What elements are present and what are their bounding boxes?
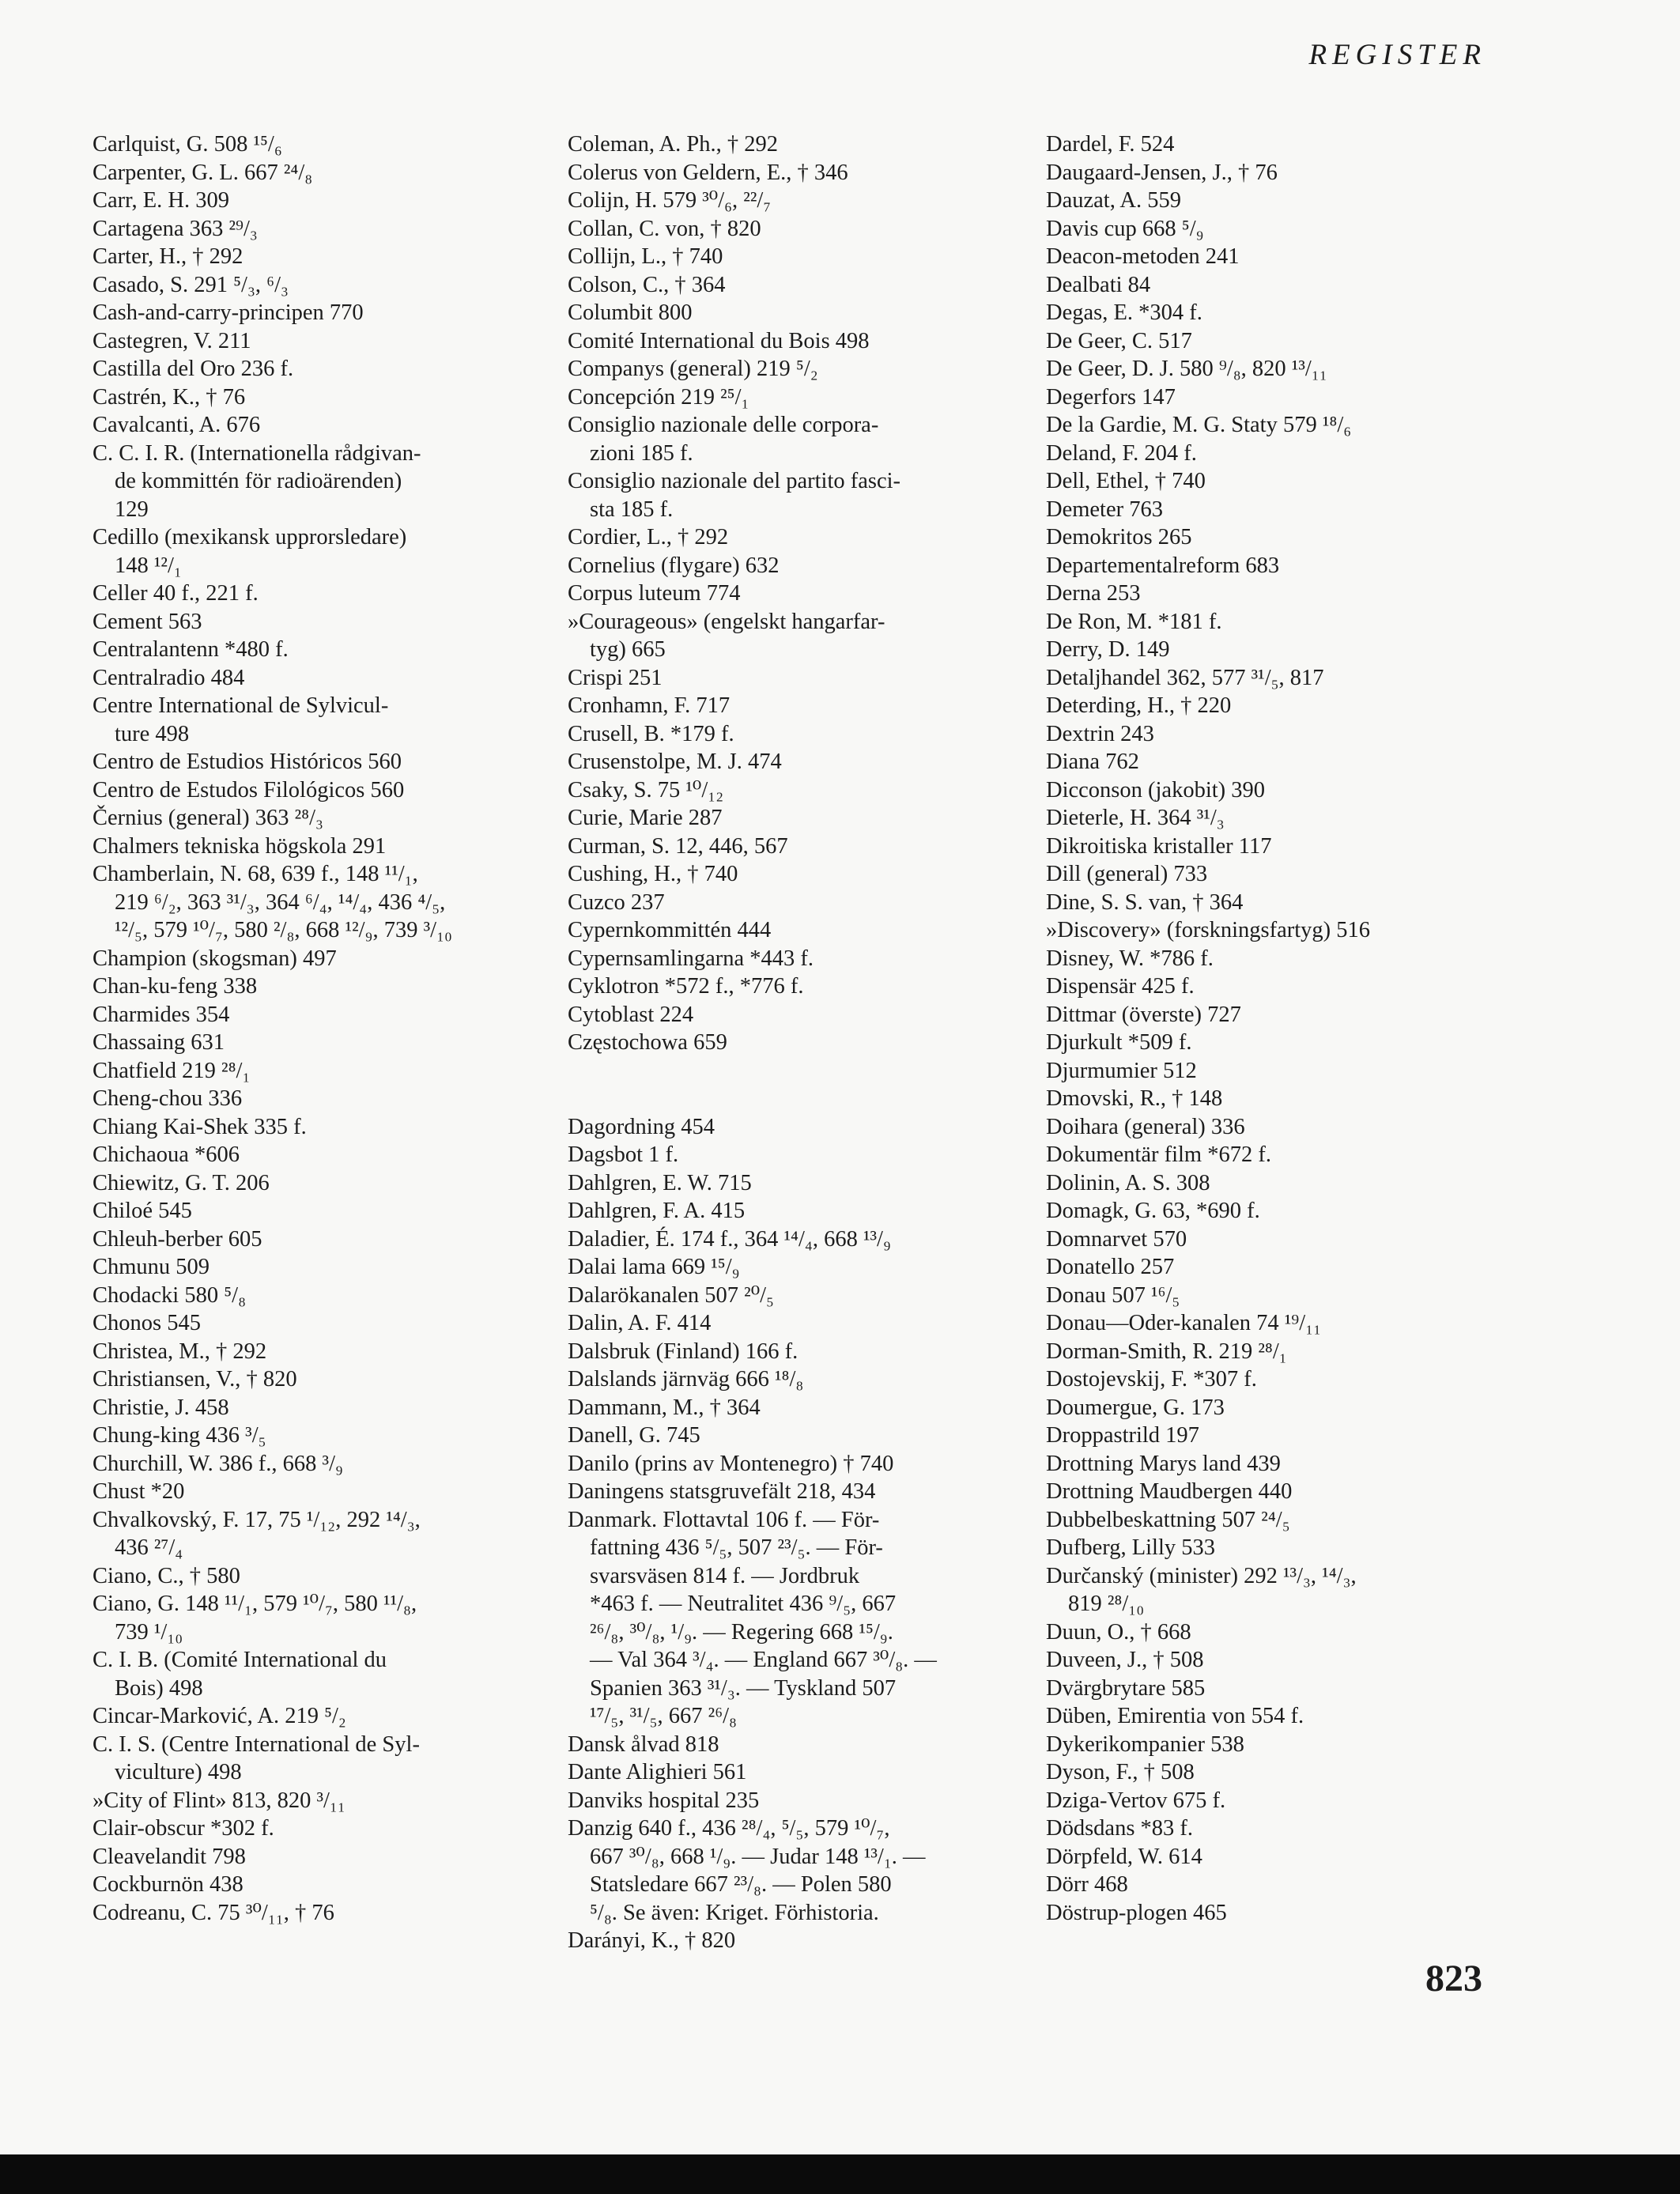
index-entry: Dmovski, R., † 148 [1046,1086,1223,1111]
index-entry: Casado, S. 291 ⁵/₃, ⁶/₃ [92,272,289,297]
index-entry: Dammann, M., † 364 [568,1395,761,1420]
index-entry: Champion (skogsman) 497 [92,946,337,971]
index-entry: Cockburnön 438 [92,1872,244,1897]
index-entry: Danzig 640 f., 436 ²⁸/₄, ⁵/₅, 579 ¹⁰/₇, 667 ³⁰/₈, 668 ¹/₉. — Judar 148 ¹³/₁. — Statsledare 667 ²³/₈. — Polen 580 ⁵/₈. Se även: Kriget. Förhistoria. [568,1816,926,1925]
index-entry: Curie, Marie 287 [568,806,723,830]
index-entry: Clair-obscur *302 f. [92,1816,274,1841]
index-entry: Dikroitiska kristaller 117 [1046,833,1272,859]
page-number: 823 [1425,1958,1482,2000]
index-entry: Charmides 354 [92,1002,230,1027]
index-entry: Dubbelbeskattning 507 ²⁴/₅ [1046,1507,1290,1532]
index-entry: Chonos 545 [92,1311,201,1335]
index-entry: Castrén, K., † 76 [92,384,246,410]
index-entry: Carter, H., † 292 [92,244,244,269]
index-entry: Centre International de Sylvicul- ture 498 [92,693,389,746]
index-entry: Coleman, A. Ph., † 292 [568,132,779,157]
index-entry: Cavalcanti, A. 676 [92,413,261,437]
index-entry: Cleavelandit 798 [92,1844,246,1869]
index-entry: Cement 563 [92,609,202,634]
index-entry: Corpus luteum 774 [568,581,741,606]
index-entry: Cedillo (mexikansk upprorsledare) 148 ¹²/₁ [92,525,407,578]
index-entry: Cheng-chou 336 [92,1086,243,1111]
index-entry: Dolinin, A. S. 308 [1046,1170,1210,1195]
index-entry: Dansk ålvad 818 [568,1731,719,1757]
index-entry: Dvärgbrytare 585 [1046,1675,1206,1701]
index-entry: Curman, S. 12, 446, 567 [568,833,788,859]
index-entry: Companys (general) 219 ⁵/₂ [568,357,818,381]
index-entry: Chvalkovský, F. 17, 75 ¹/₁₂, 292 ¹⁴/₃, 436 ²⁷/₄ [92,1507,421,1560]
index-entry: Düben, Emirentia von 554 f. [1046,1704,1304,1728]
index-entry: Chatfield 219 ²⁸/₁ [92,1058,251,1083]
index-entry: Christie, J. 458 [92,1395,229,1420]
index-entry: Chiewitz, G. T. 206 [92,1170,270,1195]
index-entry: Danell, G. 745 [568,1423,700,1448]
index-entry: Cornelius (flygare) 632 [568,553,780,578]
index-entry: Dagordning 454 [568,1114,715,1139]
index-entry: Cypernsamlingarna *443 f. [568,946,814,971]
index-entry: Centralradio 484 [92,665,245,690]
index-entry: Djurkult *509 f. [1046,1030,1192,1055]
index-entry: Demeter 763 [1046,497,1163,522]
running-head: REGISTER [1308,39,1486,71]
index-entry: Dalin, A. F. 414 [568,1311,712,1335]
index-entry: Danmark. Flottavtal 106 f. — För- fattning 436 ⁵/₅, 507 ²³/₅. — För- svarsväsen 814 f. — Jordbruk *463 f. — Neutralitet 436 ⁹/₅, 667 ²⁶/₈, ³⁰/₈, ¹/₉. — Regering 668 ¹⁵/₉. — Val 364 ³/₄. — England 667 ³⁰/₈. — Spanien 363 ³¹/₃. — Tyskland 507 ¹⁷/₅, ³¹/₅, 667 ²⁶/₈ [568,1507,937,1728]
index-entry: Chust *20 [92,1479,185,1504]
index-entry: Częstochowa 659 [568,1030,727,1055]
index-entry: C. I. S. (Centre International de Syl- viculture) 498 [92,1731,420,1784]
index-entry: Doihara (general) 336 [1046,1114,1245,1139]
index-entry: Davis cup 668 ⁵/₉ [1046,216,1204,241]
index-entry: Consiglio nazionale delle corpora- zioni 185 f. [568,413,879,466]
index-entry: Dextrin 243 [1046,721,1154,746]
index-entry: Degerfors 147 [1046,384,1176,410]
scan-bottom-edge [0,2154,1680,2194]
index-entry: Chalmers tekniska högskola 291 [92,833,387,859]
index-entry: Disney, W. *786 f. [1046,946,1214,971]
index-entry: Cyklotron *572 f., *776 f. [568,974,804,999]
index-entry: Dalarökanalen 507 ²⁰/₅ [568,1282,774,1308]
index-entry: De Geer, C. 517 [1046,328,1192,353]
index-entry: Cypernkommittén 444 [568,918,772,942]
index-entry: Deland, F. 204 f. [1046,440,1197,466]
index-entry: Dell, Ethel, † 740 [1046,469,1206,493]
index-entry: Churchill, W. 386 f., 668 ³/₉ [92,1451,343,1476]
index-entry: Dauzat, A. 559 [1046,188,1181,213]
index-entry: Domnarvet 570 [1046,1226,1187,1252]
index-entry: Celler 40 f., 221 f. [92,581,259,606]
index-entry: Christiansen, V., † 820 [92,1367,297,1392]
index-entry: De la Gardie, M. G. Staty 579 ¹⁸/₆ [1046,413,1352,437]
index-entry: Dykerikompanier 538 [1046,1731,1244,1757]
index-entry: De Geer, D. J. 580 ⁹/₈, 820 ¹³/₁₁ [1046,357,1327,381]
index-entry: Donau 507 ¹⁶/₅ [1046,1282,1180,1308]
index-entry: Dalslands järnväg 666 ¹⁸/₈ [568,1367,804,1392]
index-entry: Durčanský (minister) 292 ¹³/₃, ¹⁴/₃, 819 ²⁸/₁₀ [1046,1563,1357,1616]
index-entry: Dealbati 84 [1046,272,1151,297]
index-entry: Centro de Estudos Filológicos 560 [92,777,405,802]
index-entry: Daladier, É. 174 f., 364 ¹⁴/₄, 668 ¹³/₉ [568,1226,891,1252]
index-entry: Dufberg, Lilly 533 [1046,1535,1215,1560]
index-entry: Cuzco 237 [568,889,665,915]
index-entry: Dorman-Smith, R. 219 ²⁸/₁ [1046,1339,1287,1364]
index-entry: Consiglio nazionale del partito fasci- sta 185 f. [568,469,901,522]
index-entry: Chung-king 436 ³/₅ [92,1423,266,1448]
index-entry: Dicconson (jakobit) 390 [1046,777,1266,802]
index-entry: Ciano, C., † 580 [92,1563,240,1588]
index-entry: Daugaard-Jensen, J., † 76 [1046,160,1278,185]
index-entry: Cytoblast 224 [568,1002,694,1027]
index-entry: Chamberlain, N. 68, 639 f., 148 ¹¹/₁, 219 ⁶/₂, 363 ³¹/₃, 364 ⁶/₄, ¹⁴/₄, 436 ⁴/₅, ¹²/₅, 579 ¹⁰/₇, 580 ²/₈, 668 ¹²/₉, 739 ³/₁₀ [92,862,452,942]
index-entry: Centro de Estudios Históricos 560 [92,750,402,774]
index-entry: Dagsbot 1 f. [568,1142,679,1167]
index-entry: Centralantenn *480 f. [92,637,289,662]
index-entry: Deterding, H., † 220 [1046,693,1232,718]
index-entry: Dill (general) 733 [1046,862,1208,886]
index-entry: Collan, C. von, † 820 [568,216,761,241]
index-entry: Degas, E. *304 f. [1046,300,1202,325]
index-entry: Cordier, L., † 292 [568,525,729,549]
index-entry: Drottning Marys land 439 [1046,1451,1281,1476]
index-column-3 [1046,130,1516,1927]
index-entry: Comité International du Bois 498 [568,328,870,353]
index-entry: Chan-ku-feng 338 [92,974,258,999]
index-entry: Detaljhandel 362, 577 ³¹/₅, 817 [1046,665,1324,690]
index-entry: Crusell, B. *179 f. [568,721,734,746]
index-entry: Černius (general) 363 ²⁸/₃ [92,806,323,830]
index-entry: Deacon-metoden 241 [1046,244,1240,269]
index-entry: Christea, M., † 292 [92,1339,267,1364]
index-entry: Cartagena 363 ²⁹/₃ [92,216,258,241]
index-entry: Dardel, F. 524 [1046,132,1175,157]
index-entry: Carlquist, G. 508 ¹⁵/₆ [92,132,282,157]
index-entry: Codreanu, C. 75 ³⁰/₁₁, † 76 [92,1900,334,1925]
index-entry: Dalsbruk (Finland) 166 f. [568,1339,798,1364]
index-entry: Departementalreform 683 [1046,553,1280,578]
index-entry: Darányi, K., † 820 [568,1928,736,1953]
index-column-2 [568,130,1038,1955]
index-entry: Danilo (prins av Montenegro) † 740 [568,1451,894,1476]
index-entry: Chmunu 509 [92,1255,210,1279]
index-entry: Dittmar (överste) 727 [1046,1002,1241,1027]
index-entry: »City of Flint» 813, 820 ³/₁₁ [92,1788,345,1813]
index-entry: Derna 253 [1046,581,1141,606]
index-column-1 [92,130,563,1927]
index-entry: Drottning Maudbergen 440 [1046,1479,1293,1504]
letter-group-gap [568,1057,1038,1113]
index-entry: Duun, O., † 668 [1046,1619,1191,1645]
index-entry: Daningens statsgruvefält 218, 434 [568,1479,876,1504]
index-entry: Colijn, H. 579 ³⁰/₆, ²²/₇ [568,188,772,213]
index-entry: Donau—Oder-kanalen 74 ¹⁹/₁₁ [1046,1311,1322,1335]
index-entry: Cushing, H., † 740 [568,862,738,886]
index-entry: Chichaoua *606 [92,1142,240,1167]
index-entry: Djurmumier 512 [1046,1058,1197,1083]
index-entry: Dahlgren, F. A. 415 [568,1199,746,1223]
index-entry: Crusenstolpe, M. J. 474 [568,750,782,774]
index-entry: Dörr 468 [1046,1872,1128,1897]
index-entry: Droppastrild 197 [1046,1423,1199,1448]
index-entry: Dziga-Vertov 675 f. [1046,1788,1226,1813]
index-entry: Castegren, V. 211 [92,328,251,353]
index-entry: Chleuh-berber 605 [92,1226,262,1252]
index-entry: Concepción 219 ²⁵/₁ [568,384,749,410]
index-entry: Collijn, L., † 740 [568,244,723,269]
index-entry: Carpenter, G. L. 667 ²⁴/₈ [92,160,313,185]
index-entry: Dörpfeld, W. 614 [1046,1844,1202,1869]
index-entry: Chiloé 545 [92,1199,192,1223]
index-entry: Doumergue, G. 173 [1046,1395,1225,1420]
index-entry: Dödsdans *83 f. [1046,1816,1194,1841]
index-entry: C. C. I. R. (Internationella rådgivan- de kommittén för radioärenden) 129 [92,440,421,522]
index-entry: Chodacki 580 ⁵/₈ [92,1282,247,1308]
index-entry: Ciano, G. 148 ¹¹/₁, 579 ¹⁰/₇, 580 ¹¹/₈, 739 ¹/₁₀ [92,1592,417,1645]
index-entry: Cash-and-carry-principen 770 [92,300,364,325]
index-entry: De Ron, M. *181 f. [1046,609,1222,634]
index-entry: Dieterle, H. 364 ³¹/₃ [1046,806,1225,830]
index-entry: Castilla del Oro 236 f. [92,357,294,381]
index-entry: Dostojevskij, F. *307 f. [1046,1367,1257,1392]
index-entry: Domagk, G. 63, *690 f. [1046,1199,1260,1223]
index-entry: Carr, E. H. 309 [92,188,229,213]
index-entry: Donatello 257 [1046,1255,1175,1279]
index-entry: Chiang Kai-Shek 335 f. [92,1114,307,1139]
index-entry: Columbit 800 [568,300,693,325]
index-entry: Cronhamn, F. 717 [568,693,731,718]
index-entry: Dispensär 425 f. [1046,974,1195,999]
index-entry: Dyson, F., † 508 [1046,1760,1195,1784]
index-entry: Demokritos 265 [1046,525,1192,549]
index-entry: Colson, C., † 364 [568,272,726,297]
index-entry: Crispi 251 [568,665,663,690]
index-entry: Colerus von Geldern, E., † 346 [568,160,848,185]
index-entry: C. I. B. (Comité International du Bois) 498 [92,1648,387,1701]
index-entry: Dalai lama 669 ¹⁵/₉ [568,1255,740,1279]
index-entry: Duveen, J., † 508 [1046,1648,1204,1672]
index-entry: Diana 762 [1046,750,1139,774]
index-entry: »Discovery» (forskningsfartyg) 516 [1046,918,1370,942]
index-entry: »Courageous» (engelskt hangarfar- tyg) 665 [568,609,885,662]
index-entry: Chassaing 631 [92,1030,225,1055]
index-entry: Derry, D. 149 [1046,637,1170,662]
index-entry: Dante Alighieri 561 [568,1760,747,1784]
index-entry: Csaky, S. 75 ¹⁰/₁₂ [568,777,724,802]
index-entry: Cincar-Marković, A. 219 ⁵/₂ [92,1704,346,1728]
index-entry: Dokumentär film *672 f. [1046,1142,1271,1167]
index-entry: Dahlgren, E. W. 715 [568,1170,752,1195]
index-entry: Döstrup-plogen 465 [1046,1900,1227,1925]
index-entry: Danviks hospital 235 [568,1788,760,1813]
index-entry: Dine, S. S. van, † 364 [1046,889,1244,915]
